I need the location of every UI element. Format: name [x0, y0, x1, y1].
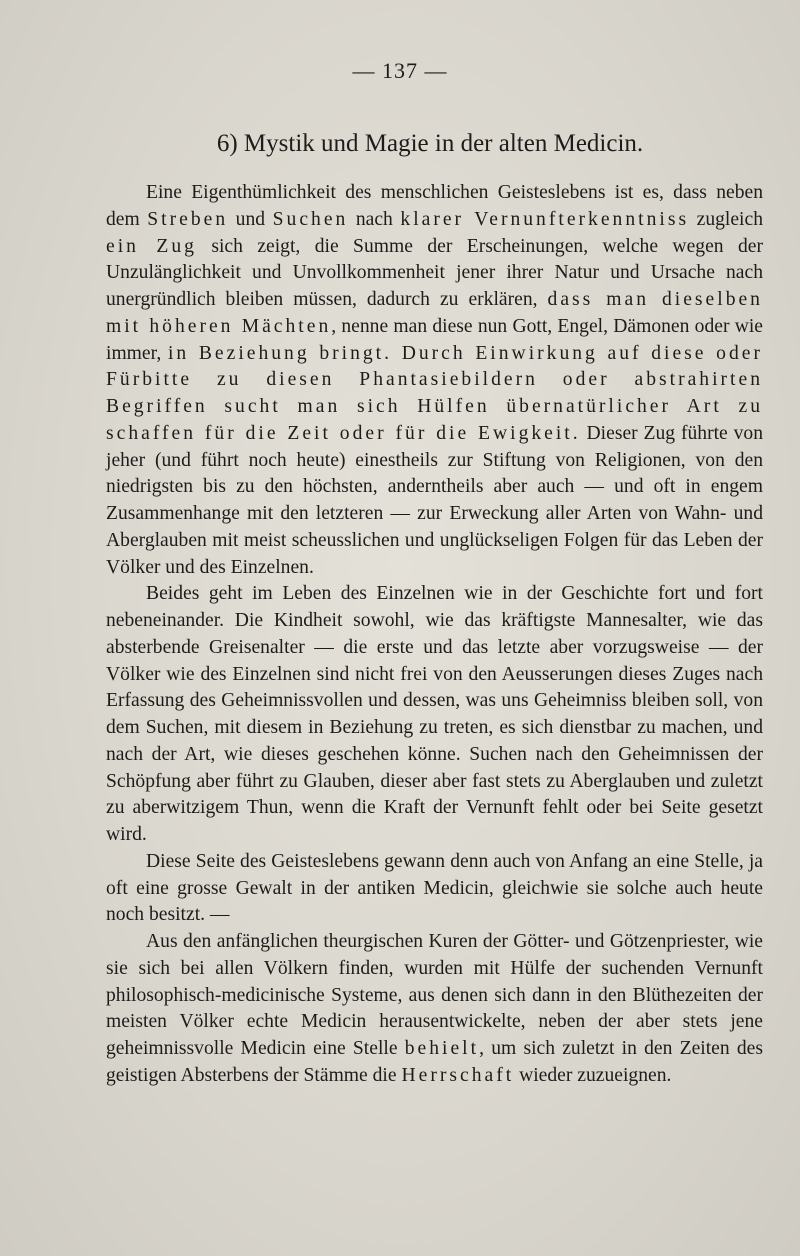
- paragraph: [106, 929, 763, 1090]
- text-run: wieder zuzueignen.: [514, 1064, 672, 1086]
- text-run: sich zeigt, die Summe der Erscheinungen, welche wegen der Unzulänglichkeit und Unvollkommenheit jener ihrer Natur und Ursache nach unergründlich bleiben müssen, dadurch zu erklären,: [106, 235, 763, 310]
- text-run: Eine Eigenthümlichkeit des menschlichen Geisteslebens ist es, dass neben dem: [106, 182, 763, 230]
- chapter-title: 6) Mystik und Magie in der alten Medicin.: [216, 130, 644, 157]
- emphasized-text: in Beziehung bringt. Durch Einwirkung auf diese oder Fürbitte zu diesen Phantasiebildern oder abstrahirten Begriffen sucht man sich Hülfen übernatürlicher Art zu schaffen für die Zeit oder für die Ewigkeit.: [106, 342, 763, 444]
- body-text: [106, 180, 763, 1090]
- emphasized-text: Suchen: [272, 208, 349, 230]
- page-number: — 137 —: [352, 58, 448, 83]
- paragraph: [106, 581, 763, 849]
- emphasized-text: ein Zug: [106, 235, 197, 257]
- text-run: , um sich zuletzt in den Zeiten des geistigen Absterbens der Stämme die: [106, 1038, 763, 1086]
- text-run: Beides geht im Leben des Einzelnen wie in der Geschichte fort und fort nebeneinander. Die Kindheit sowohl, wie das kräftigste Mannesalter, wie das absterbende Greisenalter — die erste und das letzte aber vorzugsweise — der Völker wie des Einzelnen sind nicht frei von den Aeusserungen dieses Zuges nach Erfassung des Geheimnissvollen und dessen, was uns Geheimniss bleiben soll, von dem Suchen, mit diesem in Beziehung zu treten, es sich dienstbar zu machen, und nach der Art, wie dieses geschehen könne. Suchen nach den Geheimnissen der Schöpfung aber führt zu Glauben, dieser aber fast stets zu Aberglauben und zuletzt zu aberwitzigem Thun, wenn die Kraft der Vernunft fehlt oder bei Seite gesetzt wird.: [106, 583, 763, 845]
- text-run: Diese Seite des Geisteslebens gewann denn auch von Anfang an eine Stelle, ja oft eine grosse Gewalt in der antiken Medicin, gleichwie sie solche auch heute noch besitzt. —: [106, 850, 763, 926]
- paragraph: [106, 849, 763, 929]
- text-run: und: [228, 208, 273, 230]
- emphasized-text: klarer Vernunfterkenntniss: [400, 208, 690, 230]
- text-run: , nenne man diese nun Gott, Engel, Dämonen oder wie immer,: [106, 315, 763, 364]
- emphasized-text: behielt: [404, 1038, 480, 1059]
- emphasized-text: Herrschaft: [401, 1064, 515, 1086]
- paragraph: [106, 180, 763, 581]
- emphasized-text: dass man dieselben mit höheren Mächten: [106, 289, 763, 337]
- emphasized-text: Streben: [147, 208, 229, 230]
- text-run: nach: [348, 208, 401, 230]
- text-run: Aus den anfänglichen theurgischen Kuren der Götter- und Götzenpriester, wie sie sich bei allen Völkern finden, wurden mit Hülfe der suchenden Vernunft philosophisch-medicinische Systeme, aus denen sich dann in den Blüthezeiten der meisten Völker echte Medicin herausentwickelte, neben der aber stets jene geheimnissvolle Medicin eine Stelle: [106, 931, 763, 1059]
- text-run: Dieser Zug führte von jeher (und führt noch heute) einestheils zur Stiftung von Religionen, von den niedrigsten bis zu den höchsten, anderntheils aber auch — und oft in engem Zusammenhange mit den letzteren — zur Erweckung aller Arten von Wahn- und Aberglauben mit meist scheusslichen und unglückseligen Folgen für das Leben der Völker und des Einzelnen.: [106, 422, 763, 578]
- text-run: zugleich: [689, 208, 763, 230]
